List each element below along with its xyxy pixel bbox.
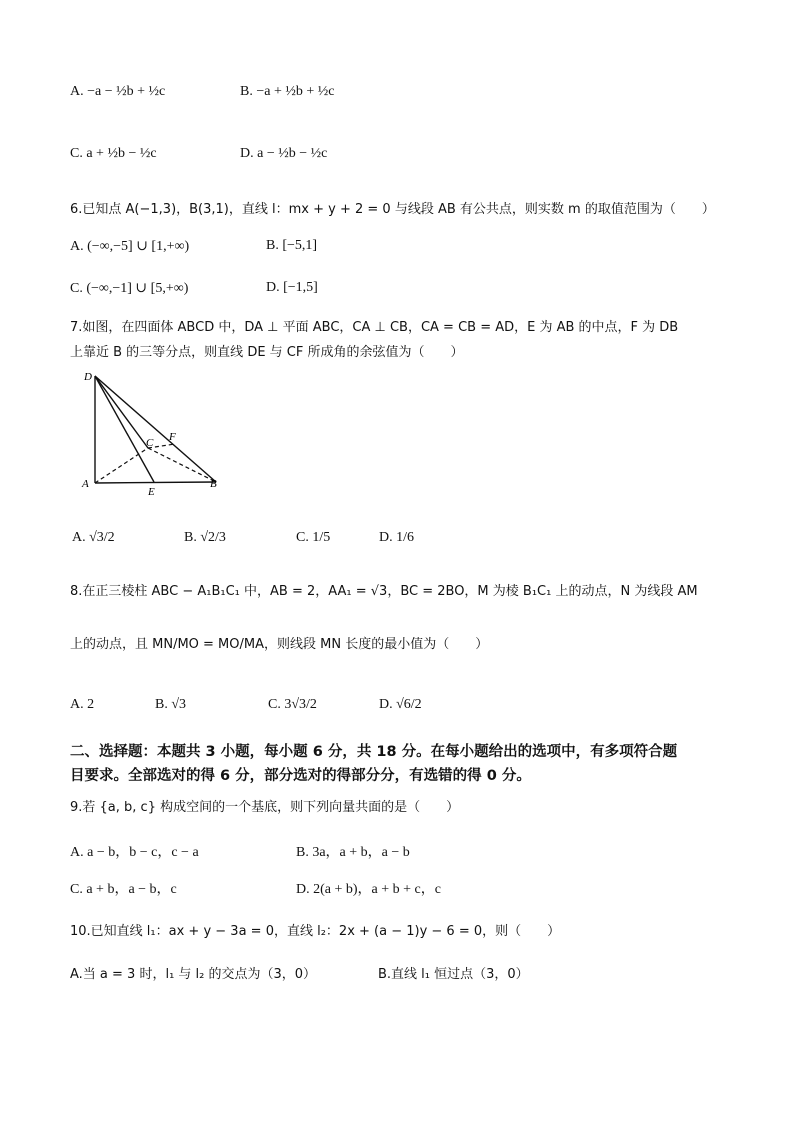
section-2-heading-line1: 二、选择题：本题共 3 小题，每小题 6 分，共 18 分。在每小题给出的选项中，有多项符合题	[70, 744, 678, 760]
q9-option-c: C. a + b，a − b，c	[70, 882, 177, 897]
q7-option-d: D. 1/6	[379, 530, 414, 545]
q5-option-c: C. a + ½b − ½c	[70, 146, 157, 161]
q5-option-d: D. a − ½b − ½c	[240, 146, 328, 161]
edge-db	[95, 376, 216, 482]
q7-stem-line1: 7.如图，在四面体 ABCD 中，DA ⊥ 平面 ABC，CA ⊥ CB，CA = CB = AD，E 为 AB 的中点，F 为 DB	[70, 320, 679, 335]
label-e: E	[148, 486, 155, 498]
edge-ac	[95, 448, 148, 483]
q8-option-b: B. √3	[155, 697, 187, 712]
q9-stem: 9.若 {a, b, c} 构成空间的一个基底，则下列向量共面的是（ ）	[70, 800, 460, 815]
q7-stem-line2: 上靠近 B 的三等分点，则直线 DE 与 CF 所成角的余弦值为（ ）	[70, 345, 464, 360]
q6-option-a: A. (−∞,−5] ∪ [1,+∞)	[70, 239, 190, 254]
q10-option-a: A.当 a = 3 时，l₁ 与 l₂ 的交点为（3，0）	[70, 967, 317, 982]
label-f: F	[169, 431, 176, 443]
edge-dc	[95, 376, 148, 448]
q7-option-a: A. √3/2	[72, 530, 115, 545]
q7-option-c: C. 1/5	[296, 530, 331, 545]
label-b: B	[210, 478, 217, 490]
q8-option-c: C. 3√3/2	[268, 697, 317, 712]
q5-option-a: A. −a − ½b + ½c	[70, 84, 166, 99]
q6-option-c: C. (−∞,−1] ∪ [5,+∞)	[70, 281, 189, 296]
label-d: D	[84, 371, 92, 383]
q10-option-b: B.直线 l₁ 恒过点（3，0）	[378, 967, 529, 982]
q8-option-d: D. √6/2	[379, 697, 422, 712]
q9-option-d: D. 2(a + b)，a + b + c，c	[296, 882, 441, 897]
q8-stem-line2: 上的动点，且 MN/MO = MO/MA，则线段 MN 长度的最小值为（ ）	[70, 637, 489, 652]
label-c: C	[146, 437, 154, 449]
q6-option-b: B. [−5,1]	[266, 238, 318, 253]
q6-stem: 6.已知点 A(−1,3)，B(3,1)，直线 l：mx + y + 2 = 0 与线段 AB 有公共点，则实数 m 的取值范围为（ ）	[70, 202, 715, 217]
q10-stem: 10.已知直线 l₁：ax + y − 3a = 0，直线 l₂：2x + (a − 1)y − 6 = 0，则（ ）	[70, 924, 561, 939]
q9-option-b: B. 3a，a + b，a − b	[296, 845, 410, 860]
q9-option-a: A. a − b，b − c，c − a	[70, 845, 199, 860]
tetrahedron-figure	[76, 366, 226, 498]
segment-de	[95, 376, 154, 482]
q8-stem-line1: 8.在正三棱柱 ABC − A₁B₁C₁ 中，AB = 2，AA₁ = √3，BC = 2BO，M 为棱 B₁C₁ 上的动点，N 为线段 AM	[70, 584, 698, 599]
q8-option-a: A. 2	[70, 697, 95, 712]
q7-option-b: B. √2/3	[184, 530, 226, 545]
q5-option-b: B. −a + ½b + ½c	[240, 84, 335, 99]
q6-option-d: D. [−1,5]	[266, 280, 318, 295]
edge-ab	[95, 482, 216, 483]
section-2-heading-line2: 目要求。全部选对的得 6 分，部分选对的得部分分，有选错的得 0 分。	[70, 768, 531, 784]
label-a: A	[82, 478, 89, 490]
